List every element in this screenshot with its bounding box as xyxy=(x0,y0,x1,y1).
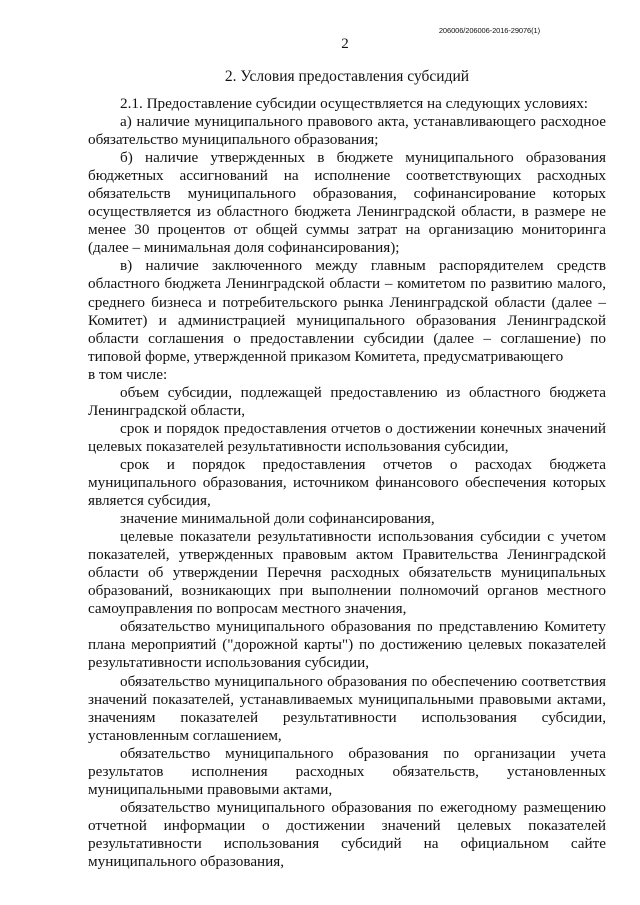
paragraph-reporting-indicators: срок и порядок предоставления отчетов о достижении конечных значений целевых показателей результативности использования субсидии, xyxy=(88,419,606,455)
paragraph-reporting-expenses: срок и порядок предоставления отчетов о расходах бюджета муниципального образования, источником финансового обеспечения которых является субсидия, xyxy=(88,455,606,510)
page-number: 2 xyxy=(341,36,349,52)
paragraph-cofinancing-share: значение минимальной доли софинансирования, xyxy=(120,510,435,528)
body-text xyxy=(88,95,606,871)
paragraph-subsidy-volume: объем субсидии, подлежащей предоставлению из областного бюджета Ленинградской области, xyxy=(88,383,606,419)
paragraph-roadmap-obligation: обязательство муниципального образования по представлению Комитету плана мероприятий ("дорожной карты") по достижению целевых показателей результативности использования субсидии, xyxy=(88,618,606,672)
paragraph-condition-v: в) наличие заключенного между главным распорядителем средств областного бюджета Ленинградской области – комитетом по развитию малого, среднего бизнеса и потребительского рынка Ленинградской области (далее – Комитет) и администрацией муниципального образования Ленинградской области соглашения о предоставлении субсидии (далее – соглашение) по типовой форме, утвержденной приказом Комитета, предусматривающего xyxy=(88,257,606,365)
paragraph-condition-b: б) наличие утвержденных в бюджете муниципального образования бюджетных ассигнований на исполнение соответствующих расходных обязательств муниципального образования, софинансирование которых осуществляется из областного бюджета Ленинградской области, в размере не менее 30 процентов от общей суммы затрат на организацию мониторинга (далее – минимальная доля софинансирования); xyxy=(88,149,606,257)
paragraph-target-indicators: целевые показатели результативности использования субсидии с учетом показателей, утвержденных правовым актом Правительства Ленинградской области об утверждении Перечня расходных обязательств муниципальных образований, возникающих при выполнении полномочий органов местного самоуправления по вопросам местного значения, xyxy=(88,528,606,618)
section-title: 2. Условия предоставления субсидий xyxy=(224,68,470,85)
paragraph-accounting-obligation: обязательство муниципального образования по организации учета результатов исполнения расходных обязательств, установленных муниципальными правовыми актами, xyxy=(88,744,606,798)
paragraph-condition-a: а) наличие муниципального правового акта, устанавливающего расходное обязательство муниципального образования; xyxy=(88,113,606,149)
paragraph-including: в том числе: xyxy=(88,365,168,383)
document-id: 206006/206006-2016-29076(1) xyxy=(438,26,540,35)
paragraph-indicator-compliance: обязательство муниципального образования по обеспечению соответствия значений показателей, устанавливаемых муниципальными правовыми актами, значениям показателей результативности использования субсидии, установленным соглашением, xyxy=(88,672,606,744)
paragraph-publication-obligation: обязательство муниципального образования по ежегодному размещению отчетной информации о достижении значений целевых показателей результативности использования субсидий на официальном сайте муниципального образования, xyxy=(88,798,606,870)
paragraph-2-1: 2.1. Предоставление субсидии осуществляется на следующих условиях: xyxy=(120,95,589,112)
